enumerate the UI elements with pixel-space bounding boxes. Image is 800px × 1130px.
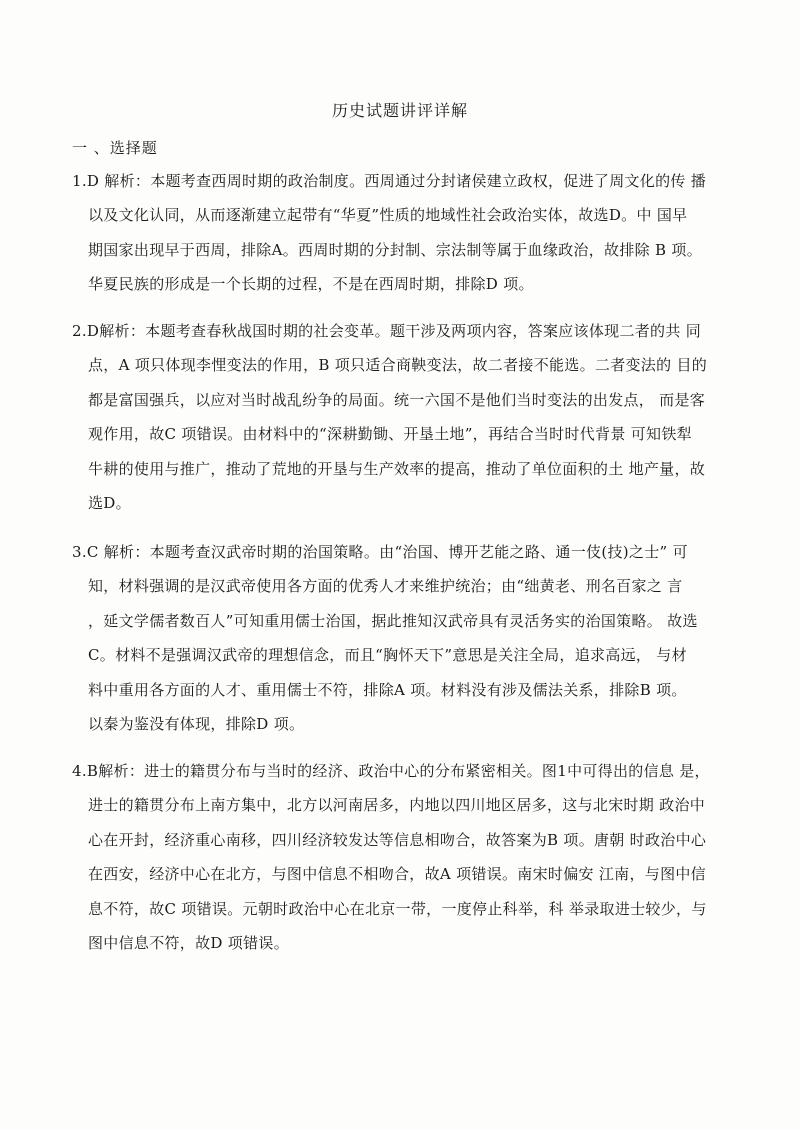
question-2-line-2: 点，A 项只体现李悝变法的作用，B 项只适合商鞅变法，故二者接不能选。二者变法的 目的: [88, 356, 708, 375]
question-2-line-1: 2.D解析：本题考查春秋战国时期的社会变革。题干涉及两项内容，答案应该体现二者的共 同: [72, 322, 702, 340]
question-2: [72, 314, 740, 520]
question-3-line-1: 3.C 解析：本题考查汉武帝时期的治国策略。由“治国、博开艺能之路、通一伎(技)之士” 可: [72, 543, 688, 561]
question-2-line-6: 选D。: [88, 494, 131, 513]
question-4-line-6: 图中信息不符，故D 项错误。: [88, 934, 289, 953]
question-2-line-3: 都是富国强兵，以应对当时战乱纷争的局面。统一六国不是他们当时变法的出发点， 而是客: [88, 390, 706, 409]
question-1-line-1: 1.D 解析：本题考查西周时期的政治制度。西周通过分封诸侯建立政权，促进了周文化的传 播: [72, 172, 707, 190]
question-4-line-4: 在西安，经济中心在北方，与图中信息不相吻合，故A 项错误。南宋时偏安 江南，与图中信: [88, 865, 706, 884]
question-4-line-5: 息不符，故C 项错误。元朝时政治中心在北京一带，一度停止科举，科 举录取进士较少，与: [88, 899, 707, 918]
document-title: 历史试题讲评详解: [331, 101, 468, 120]
question-1-line-2: 以及文化认同，从而逐渐建立起带有“华夏”性质的地域性社会政治实体，故选D。中 国早: [88, 206, 688, 225]
question-3-line-4: C。材料不是强调汉武帝的理想信念，而且“胸怀天下”意思是关注全局，追求高远， 与材: [88, 646, 687, 665]
question-3-line-6: 以秦为鉴没有体现，排除D 项。: [88, 715, 305, 734]
question-2-line-5: 牛耕的使用与推广，推动了荒地的开垦与生产效率的提高，推动了单位面积的土 地产量，故: [88, 459, 706, 478]
question-3-line-5: 料中重用各方面的人才、重用儒士不符，排除A 项。材料没有涉及儒法关系，排除B 项。: [88, 680, 687, 699]
question-4-line-3: 心在开封，经济重心南移，四川经济较发达等信息相吻合，故答案为B 项。唐朝 时政治中心: [88, 830, 707, 849]
question-1-line-3: 期国家出现早于西周，排除A。西周时期的分封制、宗法制等属于血缘政治，故排除 B 项。: [88, 240, 702, 259]
question-1-line-4: 华夏民族的形成是一个长期的过程，不是在西周时期，排除D 项。: [88, 275, 534, 294]
question-3: [72, 535, 740, 741]
question-3-line-2: 知，材料强调的是汉武帝使用各方面的优秀人才来维护统治；由“绌黄老、刑名百家之 言: [88, 577, 683, 596]
section-heading: 一 、选择题: [72, 139, 158, 157]
question-1: [72, 164, 740, 302]
question-4: [72, 754, 740, 960]
question-3-line-3: ，延文学儒者数百人”可知重用儒士治国，据此推知汉武帝具有灵活务实的治国策略。 故选: [88, 611, 698, 630]
question-2-line-4: 观作用，故C 项错误。由材料中的“深耕勤锄、开垦土地”，再结合当时时代背景 可知铁犁: [88, 425, 692, 444]
question-4-line-2: 进士的籍贯分布上南方集中，北方以河南居多，内地以四川地区居多，这与北宋时期 政治中: [88, 796, 706, 815]
question-4-line-1: 4.B解析：进士的籍贯分布与当时的经济、政治中心的分布紧密相关。图1中可得出的信息 是，: [72, 762, 710, 780]
